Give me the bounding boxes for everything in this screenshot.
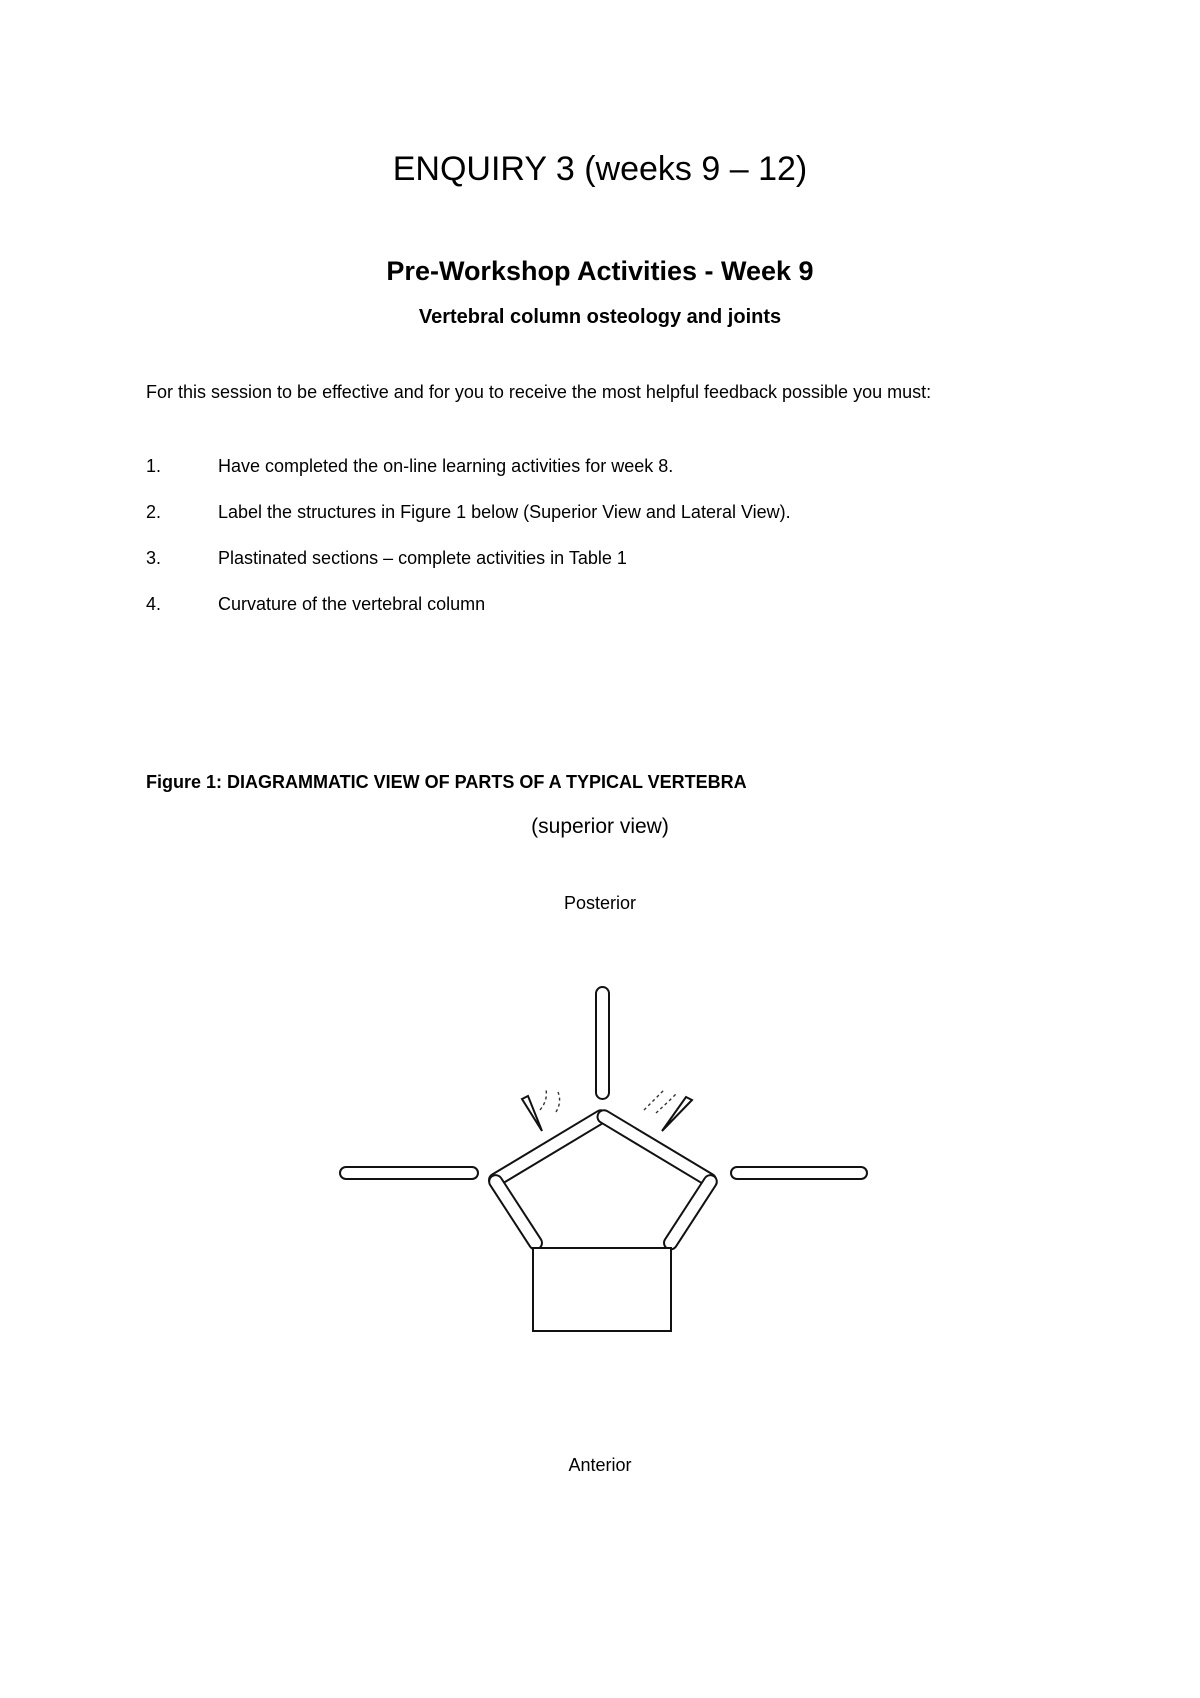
right-lamina — [595, 1108, 718, 1189]
list-item-text: Plastinated sections – complete activities in Table 1 — [218, 548, 627, 568]
figure-view-label: (superior view) — [531, 815, 669, 838]
figure-caption: Figure 1: DIAGRAMMATIC VIEW OF PARTS OF A TYPICAL VERTEBRA — [146, 772, 747, 792]
task-list — [146, 454, 791, 638]
right-articular-facet-outline — [644, 1090, 664, 1110]
left-transverse-process — [340, 1167, 478, 1179]
left-superior-articular-process — [522, 1096, 542, 1131]
left-lamina — [487, 1108, 610, 1189]
vertebral-body — [533, 1248, 671, 1331]
anterior-label: Anterior — [568, 1455, 632, 1475]
page-title: ENQUIRY 3 (weeks 9 – 12) — [392, 150, 808, 188]
list-item — [146, 546, 791, 592]
list-item — [146, 500, 791, 546]
left-pedicle — [487, 1173, 545, 1252]
list-item-number: 1. — [146, 456, 162, 476]
page-subtitle: Pre-Workshop Activities - Week 9 — [386, 256, 814, 286]
intro-paragraph: For this session to be effective and for you to receive the most helpful feedback possible you must: — [146, 382, 932, 402]
list-item-text: Have completed the on-line learning activities for week 8. — [218, 456, 674, 476]
topic-heading: Vertebral column osteology and joints — [418, 306, 782, 328]
list-item — [146, 454, 791, 500]
posterior-label: Posterior — [563, 893, 637, 913]
left-articular-facet-outline — [540, 1090, 546, 1110]
list-item-text: Label the structures in Figure 1 below (Superior View and Lateral View). — [218, 502, 791, 522]
left-articular-facet-outline — [556, 1092, 560, 1112]
right-pedicle — [662, 1173, 720, 1252]
list-item-number: 4. — [146, 594, 162, 614]
right-superior-articular-process — [662, 1097, 692, 1131]
list-item-number: 2. — [146, 502, 162, 522]
list-item-text: Curvature of the vertebral column — [218, 594, 486, 614]
right-transverse-process — [731, 1167, 867, 1179]
spinous-process — [596, 987, 609, 1099]
right-articular-facet-outline — [656, 1094, 676, 1113]
list-item — [146, 592, 791, 638]
list-item-number: 3. — [146, 548, 162, 568]
